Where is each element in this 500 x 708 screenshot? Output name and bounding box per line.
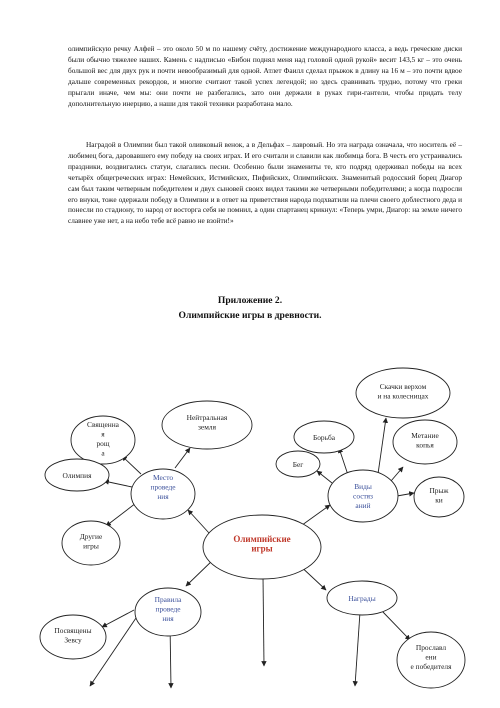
olympics-mind-map <box>0 350 500 708</box>
arrow-to-devoted <box>102 610 134 627</box>
other-games-label: Другие игры <box>79 532 103 551</box>
appendix-title: Приложение 2. <box>217 295 283 306</box>
arrow-awards-down <box>355 612 360 686</box>
glory-label: Прославл ени е победителя <box>410 643 452 671</box>
arrow-to-throwing <box>391 467 403 481</box>
neutral-label: Нейтральная земля <box>186 413 228 432</box>
devoted-label: Посвящены Зевсу <box>54 626 92 645</box>
throwing-label: Метание копья <box>411 431 439 450</box>
arrow-to-sanctuary <box>122 456 141 474</box>
wrestling-label: Борьба <box>312 433 336 442</box>
run-label: Бег <box>292 460 304 469</box>
paragraph-1: олимпийскую речку Алфей – это около 50 м по нашему счёту, достижение международного класса, а ведь греческие диски были обычно тяжелее наших. Камень с надписью «Бибон поднял меня над головой одной рукой» весит 143,5 кг – это очень большой вес для двух рук и почти невообразимый для одной. Атлет Фаилл сделал прыжок в длину на 16 м – это почти вдвое дальше современных рекордов, и многие считают такой успех легендой; но здесь сравнивать трудно, потому что греки прыгали иначе, чем мы: они почти не разбегались, зато они держали в руках гири-гантели, чтобы придать телу дополнительную инерцию, а наши для такой техники разработана мало. <box>68 44 462 108</box>
center-label: Олимпийские игры <box>233 534 291 554</box>
arrow-to-neutral <box>175 448 190 468</box>
arrow-to-other-games <box>106 503 136 526</box>
rules-label: Правила проведе ния <box>154 595 182 623</box>
awards-label: Награды <box>348 594 376 603</box>
kinds-label: Виды состяз аний <box>353 482 373 510</box>
arrow-to-glory <box>382 611 410 640</box>
place-label: Место проведе ния <box>150 473 176 501</box>
olympia-label: Олимпия <box>62 471 92 480</box>
paragraph-2: Наградой в Олимпии был такой оливковый венок, а в Дельфах – лавровый. Но эта награда означала, что носитель её – любимец бога, даровавшего ему победу на своих играх. И его считали и славили как любимца бога. В честь его устраивались праздники, воздвигались статуи, слагались песни. Особенно были знамениты те, кто подряд одерживал победы на всех четырёх общегреческих играх: Немейских, Истмийских, Пифийских, Олимпийских. Знаменитый родосский борец Диагор сам был таким четверным победителем и двух сыновей своих видел такими же четверными победителями; а когда подросли его внуки, тоже одержали победу в Олимпии и в ответ на приветствия народа подхватили на плечи своего доблестного деда и понесли по стадиону, то народ от восторга себя не помнил, а один спартанец крикнул: «Теперь умри, Диагор: на земле ничего славнее уже нет, а на небо тебе всё равно не взойти!» <box>68 140 462 226</box>
arrow-to-run <box>317 471 332 483</box>
arrow-to-olympia <box>104 481 132 487</box>
jumps-label: Прыж ки <box>429 486 449 505</box>
arrow-center-place <box>188 510 209 533</box>
appendix-subtitle: Олимпийские игры в древности. <box>178 310 322 321</box>
arrow-to-wrestling <box>339 448 348 475</box>
arrow-to-chariots <box>378 418 386 474</box>
chariots-label: Скачки верхом и на колесницах <box>377 382 429 401</box>
arrow-to-jumps <box>397 493 414 496</box>
arrow-center-down <box>263 576 264 666</box>
sanctuary-label: Священна я рощ а <box>87 420 119 458</box>
